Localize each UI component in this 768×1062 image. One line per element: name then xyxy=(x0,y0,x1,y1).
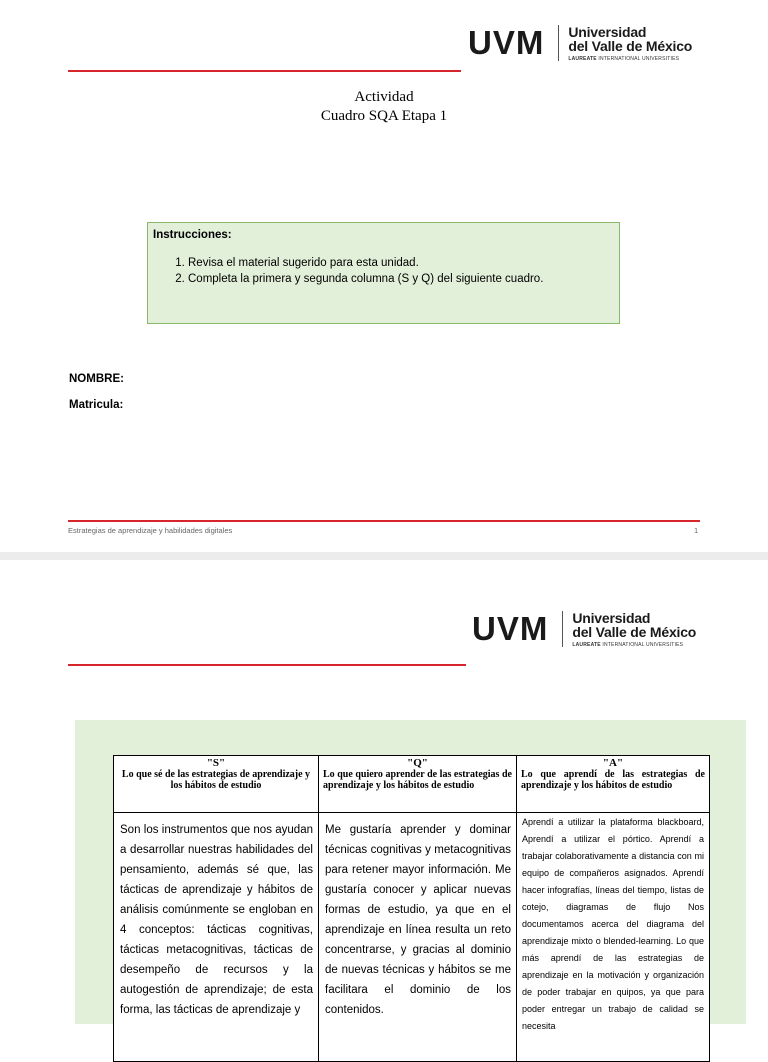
cell-text: Aprendí a utilizar la plataforma blackboard, Aprendí a utilizar el pórtico. Aprendí a trabajar colaborativamente a distancia con mi equipo de compañeros asignados. Aprendí hacer infografías, líneas del tiempo, listas de cotejo, diagramas de flujo Nos documentamos acerca del diagrama del aprendizaje mixto o blended-learning. Lo que más aprendí de las estrategias de aprendizaje en la motivación y organización de poder trabajar en quipos, ya que para poder entregar un trabajo de calidad se necesita xyxy=(522,817,704,1031)
logo-mark: UVM xyxy=(468,24,545,61)
instructions-list xyxy=(153,255,614,287)
logo-laureate: LAUREATE xyxy=(572,641,601,648)
header-red-rule xyxy=(68,664,466,666)
body-cell-a xyxy=(517,813,710,1062)
cell-text: Me gustaría aprender y dominar técnicas cognitivas y metacognitivas para retener mayor información. Me gustaría conocer y aplicar nuevas formas de estudio, ya que en el aprendizaje en línea resulta un reto concentrarse, y gracias al dominio de nuevas técnicas y hábitos se me facilitara el dominio de los contenidos. xyxy=(325,824,511,1016)
body-cell-q xyxy=(319,813,517,1062)
logo-line-3 xyxy=(568,57,692,62)
header-red-rule xyxy=(68,70,461,72)
logo-line-3 xyxy=(572,643,696,648)
instructions-heading: Instrucciones: xyxy=(153,229,232,241)
footer-course-name: Estrategias de aprendizaje y habilidades digitales xyxy=(68,526,233,535)
header-cell-a xyxy=(517,756,710,813)
instruction-item: 1. Revisa el material sugerido para esta unidad. xyxy=(188,255,614,271)
instructions-box xyxy=(147,222,620,324)
column-letter: "Q" xyxy=(407,757,428,769)
column-header: Lo que sé de las estrategias de aprendizaje y los hábitos de estudio xyxy=(121,769,311,791)
logo-line-1: Universidad xyxy=(568,23,647,40)
header-cell-q xyxy=(319,756,517,813)
cell-text: Son los instrumentos que nos ayudan a desarrollar nuestras habilidades del pensamiento, además sé que, las tácticas de aprendizaje y hábitos de análisis comúnmente se engloban en 4 conceptos: tácticas cognitivas, tácticas metacognitivas, tácticas de desempeño de recursos y la autogestión de aprendizaje; de esta forma, las tácticas de aprendizaje y xyxy=(120,824,313,1016)
page-gap xyxy=(0,552,768,560)
footer-page-number: 1 xyxy=(694,526,699,535)
column-header: Lo que quiero aprender de las estrategias de aprendizaje y los hábitos de estudio xyxy=(323,769,512,791)
table-header-row xyxy=(114,756,710,813)
logo-laureate: LAUREATE xyxy=(568,55,597,62)
footer-red-rule xyxy=(68,520,700,522)
page-title: Actividad xyxy=(354,89,414,105)
logo-text xyxy=(568,25,692,62)
column-letter: "S" xyxy=(206,757,226,769)
body-cell-s xyxy=(114,813,319,1062)
logo-divider xyxy=(562,611,563,647)
logo-line-2: del Valle de México xyxy=(572,623,697,640)
table-row xyxy=(114,813,710,1062)
header-cell-s xyxy=(114,756,319,813)
logo-line-2: del Valle de México xyxy=(568,37,693,54)
column-header: Lo que aprendí de las estrategias de aprendizaje y los hábitos de estudio xyxy=(521,769,705,791)
uvm-logo xyxy=(472,610,696,648)
logo-text xyxy=(572,611,696,648)
document-page-2 xyxy=(0,560,768,1031)
uvm-logo xyxy=(468,24,692,62)
logo-line-1: Universidad xyxy=(572,609,651,626)
logo-divider xyxy=(558,25,559,61)
logo-intl: INTERNATIONAL UNIVERSITIES xyxy=(596,55,680,62)
matricula-label: Matricula: xyxy=(69,399,124,411)
logo-mark: UVM xyxy=(472,610,549,647)
logo-intl: INTERNATIONAL UNIVERSITIES xyxy=(600,641,684,648)
nombre-label: NOMBRE: xyxy=(69,373,124,385)
column-letter: "A" xyxy=(602,757,624,769)
page-subtitle: Cuadro SQA Etapa 1 xyxy=(320,108,448,124)
sqa-table xyxy=(113,755,710,1062)
instruction-item: 2. Completa la primera y segunda columna (S y Q) del siguiente cuadro. xyxy=(188,271,614,287)
